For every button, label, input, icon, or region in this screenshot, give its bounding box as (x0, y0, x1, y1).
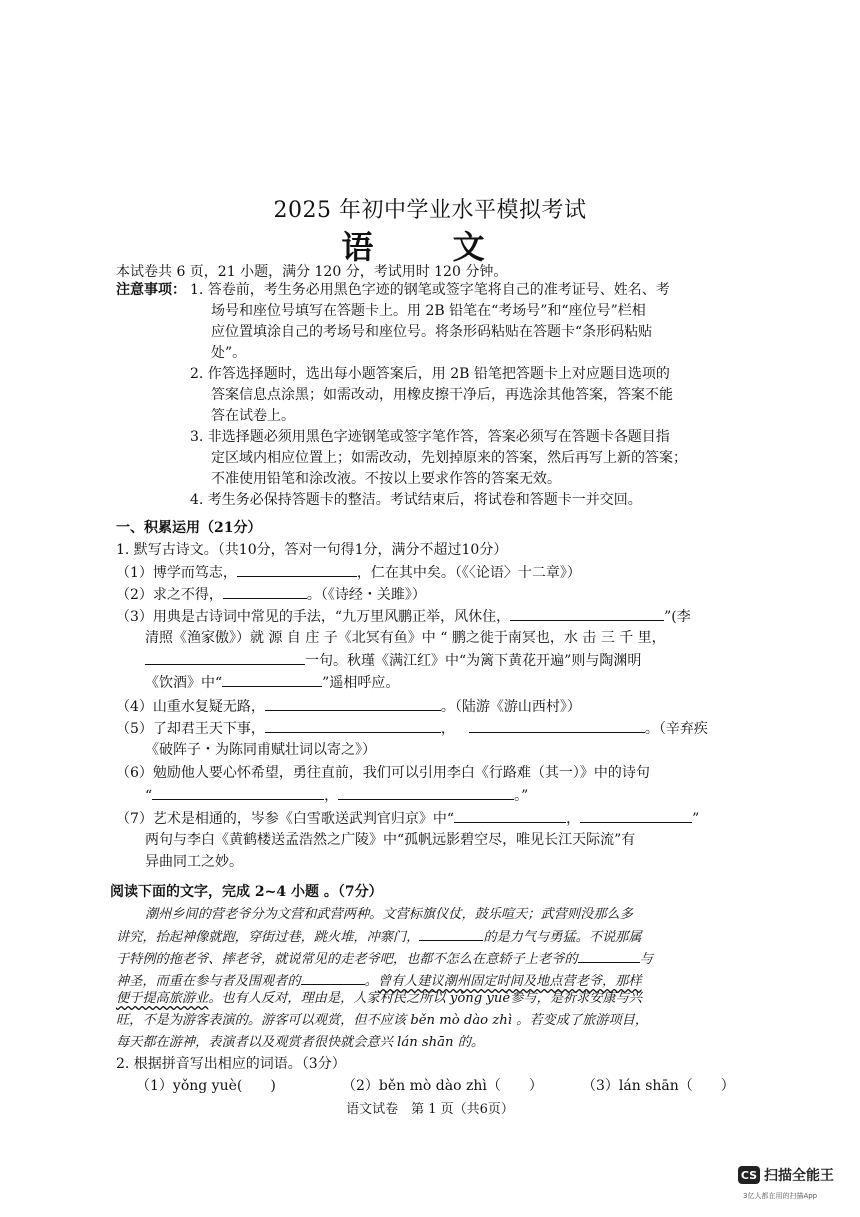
note-2-line-2: 答案信息点涂黑；如需改动，用橡皮擦干净后，再选涂其他答案，答案不能 (211, 387, 673, 403)
note-1-line-3: 应位置填涂自己的考场号和座位号。将条形码粘贴在答题卡“条形码粘贴 (211, 324, 653, 340)
reading-line-2 (116, 926, 642, 948)
wavy-underlined-phrase: 便于提高旅游业 (116, 991, 209, 1006)
q1-3-text-e: 《饮酒》中“ (145, 675, 223, 691)
note-1-line-1: 1. 答卷前，考生务必用黑色字迹的钢笔或签字笔将自己的准考证号、姓名、考 (190, 282, 670, 298)
reading-intro: 阅读下面的文字，完成 2~4 小题 。（7分） (110, 884, 383, 900)
reading-line-3 (116, 948, 653, 970)
q1-2-text-a: （2）求之不得， (116, 587, 223, 603)
q2-item-1: （1）yǒng yuè( ) (136, 1078, 276, 1094)
q1-5-text-b: ， (440, 721, 455, 737)
answer-blank[interactable] (152, 785, 324, 800)
q1-3-text-f: ”遥相呼应。 (322, 675, 400, 691)
q1-7-text-a: （7）艺术是相通的，岑参《白雪歌送武判官归京》中“ (116, 811, 455, 827)
q1-7-text-c: ” (692, 811, 700, 827)
q1-3-text-b: ”(李 (664, 609, 691, 625)
scanner-watermark (738, 1165, 834, 1185)
answer-blank[interactable] (419, 926, 483, 941)
reading-line-4b: 。 (364, 974, 378, 989)
q1-item-6-line-1: （6）勉励他人要心怀希望，勇往直前，我们可以引用李白《行路难（其一）》中的诗句 (116, 765, 650, 781)
q2-item-3: （3）lán shān（ ） (582, 1078, 735, 1094)
q1-2-text-b: 。（《诗经・关雎》） (306, 587, 426, 603)
exam-intro: 本试卷共 6 页，21 小题，满分 120 分，考试用时 120 分钟。 (116, 264, 508, 280)
q1-4-text-a: （4）山重水复疑无路， (116, 699, 265, 715)
reading-line-7: 每天都在游神，表演者以及观赏者很快就会意兴 lán shān 的。 (116, 1035, 485, 1050)
q2-item-2: （2）běn mò dào zhì（ ） (342, 1078, 543, 1094)
note-1-line-2: 场号和座位号填写在答题卡上。用 2B 铅笔在“考场号”和“座位号”栏相 (211, 303, 646, 319)
q1-6-text-b: “ (145, 788, 153, 804)
q1-1-text-a: （1）博学而笃志， (116, 565, 237, 581)
note-3-line-3: 不准使用铅笔和涂改液。不按以上要求作答的答案无效。 (211, 471, 561, 487)
q1-item-3-line-2: 清照《渔家傲》）就 源 自 庄 子《北冥有鱼》中 “ 鹏之徙于南冥也，水 击 三 千 里， (145, 630, 666, 646)
answer-blank[interactable] (223, 584, 307, 599)
q1-item-6-line-2 (145, 785, 528, 806)
answer-blank[interactable] (578, 948, 640, 963)
answer-blank[interactable] (237, 562, 357, 577)
reading-line-6: 旺，不是为游客表演的。游客可以观赏，但不应该 běn mò dào zhì 。若变成了旅游项目， (116, 1013, 649, 1028)
reading-line-5 (116, 988, 642, 1009)
scanner-logo-icon: CS (738, 1166, 760, 1184)
note-3-line-2: 定区域内相应位置上；如需改动，先划掉原来的答案，然后再写上新的答案； (211, 450, 687, 466)
answer-blank[interactable] (338, 785, 514, 800)
note-2-line-1: 2. 作答选择题时，选出每小题答案后，用 2B 铅笔把答题卡上对应题目选项的 (190, 366, 670, 382)
answer-blank[interactable] (510, 606, 664, 621)
reading-line-2a: 讲究，抬起神像就跑，穿街过巷，跳火堆，冲寨门， (116, 930, 420, 945)
q1-item-7-line-1 (116, 808, 699, 829)
notes-label: 注意事项： (116, 282, 186, 298)
answer-blank[interactable] (469, 718, 645, 733)
scanner-tagline: 3亿人都在用的扫描App (743, 1192, 818, 1200)
q1-item-7-line-3: 异曲同工之妙。 (145, 854, 243, 870)
q1-3-text-d: 一句。秋瑾《满江红》中“为篱下黄花开遍”则与陶渊明 (305, 653, 642, 669)
answer-blank[interactable] (145, 650, 305, 665)
answer-blank[interactable] (265, 718, 441, 733)
question-2-prompt: 2. 根据拼音写出相应的词语。（3分） (116, 1056, 346, 1072)
q1-6-text-c: ， (324, 788, 339, 804)
q1-3-text-a: （3）用典是古诗词中常见的手法，“九万里风鹏正举，风休住， (116, 609, 511, 625)
scanner-name: 扫描全能王 (764, 1168, 834, 1184)
note-2-line-3: 答在试卷上。 (211, 408, 295, 424)
exam-title: 2025 年初中学业水平模拟考试 (273, 198, 587, 223)
q1-item-3-line-3 (145, 650, 641, 671)
q1-item-2 (116, 584, 426, 605)
answer-blank[interactable] (222, 672, 322, 687)
reading-line-2b: 的是力气与勇猛。不说那属 (483, 930, 642, 945)
section-1-heading: 一、积累运用（21分） (116, 520, 262, 536)
q1-1-text-b: ，仁在其中矣。（《〈论语〉十二章》） (356, 565, 581, 581)
page-footer: 语文试卷 第 1 页（共6页） (346, 1102, 514, 1117)
q1-5-text-c: 。（辛弃疾 (644, 721, 708, 737)
q1-item-3-line-1 (116, 606, 691, 627)
answer-blank[interactable] (301, 970, 365, 985)
reading-line-4a: 神圣，而重在参与者及围观者的 (116, 974, 301, 989)
q1-6-text-d: 。” (514, 788, 529, 804)
note-3-line-1: 3. 非选择题必须用黑色字迹钢笔或签字笔作答，答案必须写在答题卡各题目指 (190, 429, 670, 445)
q1-item-4 (116, 696, 581, 717)
q1-7-text-b: ， (566, 811, 581, 827)
question-1-prompt: 1. 默写古诗文。（共10分，答对一句得1分，满分不超过10分） (116, 542, 508, 558)
q1-item-3-line-4 (145, 672, 399, 693)
subject-title: 语 文 (341, 228, 519, 266)
q1-item-5-line-1 (116, 718, 708, 739)
q1-item-7-line-2: 两句与李白《黄鹤楼送孟浩然之广陵》中“孤帆远影碧空尽，唯见长江天际流”有 (145, 832, 636, 848)
answer-blank[interactable] (265, 696, 441, 711)
note-4-line-1: 4. 考生务必保持答题卡的整洁。考试结束后，将试卷和答题卡一并交回。 (190, 492, 642, 508)
reading-line-1: 潮州乡间的营老爷分为文营和武营两种。文营标旗仪仗，鼓乐喧天；武营则没那么多 (145, 907, 633, 922)
reading-line-3a: 于特例的拖老爷、摔老爷，就说常见的走老爷吧，也都不怎么在意轿子上老爷的 (116, 952, 578, 967)
reading-line-3b: 与 (639, 952, 653, 967)
note-1-line-4: 处”。 (211, 345, 247, 361)
q1-item-1 (116, 562, 581, 583)
q1-4-text-b: 。（陆游《游山西村》） (440, 699, 581, 715)
reading-line-5b: 。也有人反对，理由是，人家村民之所以 yǒng yuè参与，是祈求安康与兴 (208, 991, 643, 1006)
wavy-underlined-sentence: 曾有人建议潮州固定时间及地点营老爷，那样 (377, 974, 642, 989)
q1-item-5-line-2: 《破阵子・为陈同甫赋壮词以寄之》） (145, 742, 376, 758)
answer-blank[interactable] (454, 808, 566, 823)
q1-5-text-a: （5）了却君王天下事， (116, 721, 265, 737)
answer-blank[interactable] (580, 808, 692, 823)
